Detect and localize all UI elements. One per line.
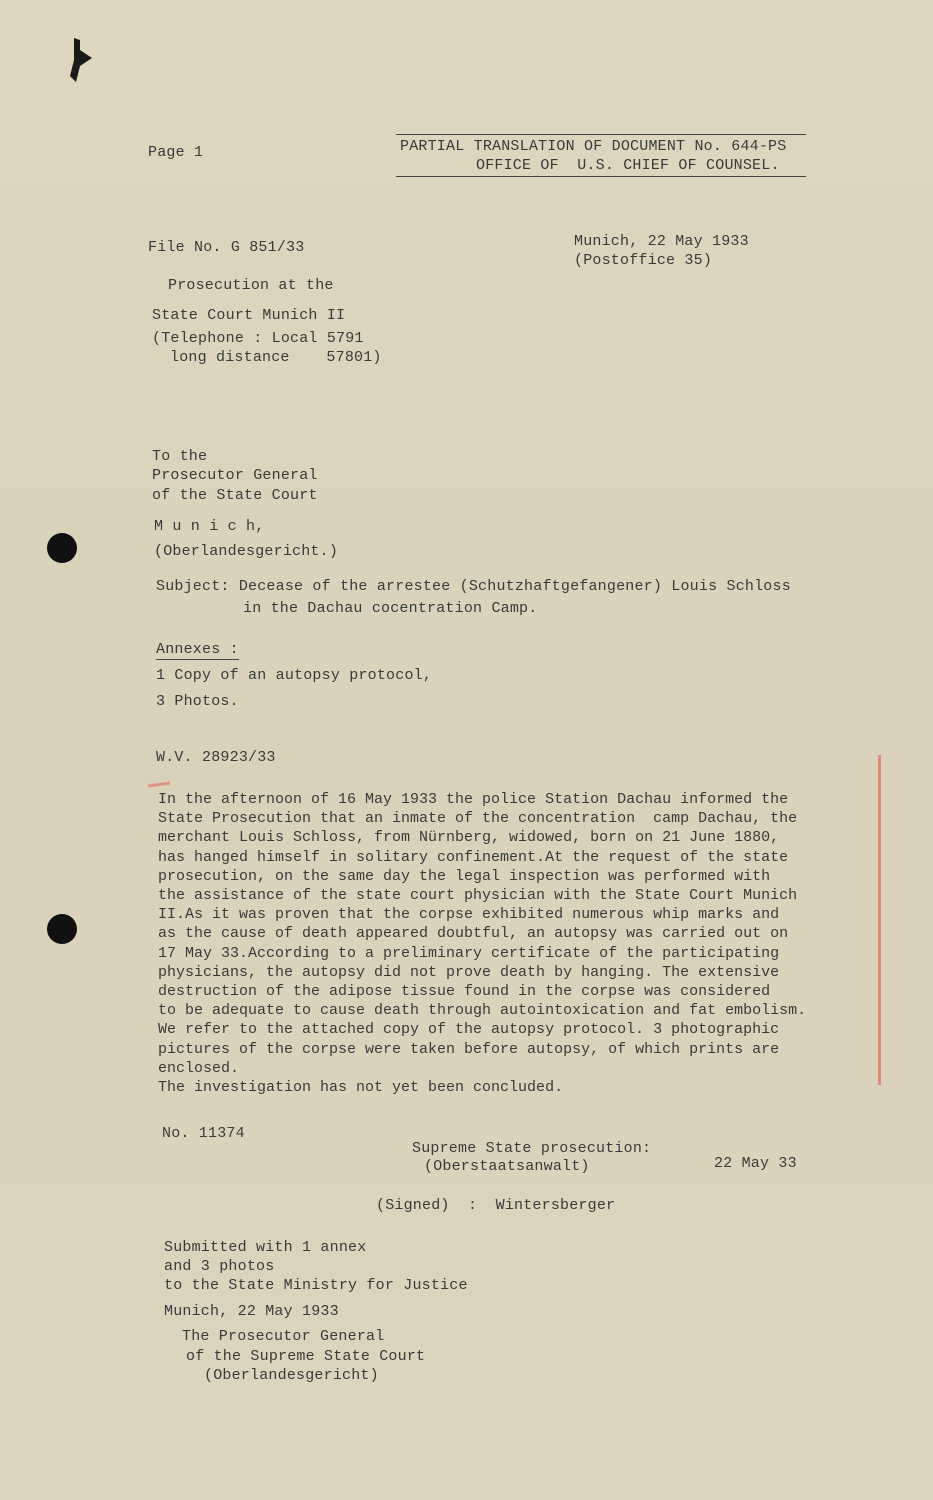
telephone-long-distance: long distance 57801) bbox=[170, 349, 382, 366]
body-line: enclosed. bbox=[158, 1059, 240, 1077]
body-line: In the afternoon of 16 May 1933 the police Station Dachau informed the bbox=[158, 791, 789, 808]
submission-signatory: of the Supreme State Court bbox=[186, 1348, 426, 1365]
letter-date: Munich, 22 May 1933 bbox=[574, 233, 749, 250]
page-number: Page 1 bbox=[148, 144, 204, 161]
file-number: File No. G 851/33 bbox=[148, 239, 305, 256]
court-label: State Court Munich II bbox=[152, 307, 346, 324]
document-header bbox=[396, 128, 806, 178]
addressee-line: of the State Court bbox=[152, 487, 318, 504]
submission-line: and 3 photos bbox=[164, 1258, 275, 1275]
body-line: destruction of the adipose tissue found in the corpse was considered bbox=[158, 983, 771, 1001]
submission-line: to the State Ministry for Justice bbox=[164, 1277, 468, 1294]
subject-line: Subject: Decease of the arrestee (Schutzhaftgefangener) Louis Schloss bbox=[156, 578, 791, 595]
closing-authority: Supreme State prosecution: bbox=[412, 1140, 652, 1157]
postoffice: (Postoffice 35) bbox=[574, 252, 713, 269]
body-line: as the cause of death appeared doubtful, an autopsy was carried out on bbox=[158, 925, 789, 943]
body-line: State Prosecution that an inmate of the concentration camp Dachau, the bbox=[158, 810, 798, 828]
subject-line: in the Dachau cocentration Camp. bbox=[243, 600, 538, 617]
body-line: 17 May 33.According to a preliminary certificate of the participating bbox=[158, 944, 780, 962]
closing-number: No. 11374 bbox=[162, 1125, 245, 1142]
reference-number: W.V. 28923/33 bbox=[156, 749, 276, 766]
header-office: OFFICE OF U.S. CHIEF OF COUNSEL. bbox=[476, 157, 780, 174]
telephone-local: (Telephone : Local 5791 bbox=[152, 330, 364, 347]
annex-item: 3 Photos. bbox=[156, 693, 239, 710]
body-line: the assistance of the state court physician with the State Court Munich bbox=[158, 887, 798, 905]
body-line: prosecution, on the same day the legal inspection was performed with bbox=[158, 867, 771, 885]
annex-item: 1 Copy of an autopsy protocol, bbox=[156, 667, 433, 684]
body-paragraph bbox=[158, 790, 858, 1097]
submission-line: Submitted with 1 annex bbox=[164, 1239, 367, 1256]
annexes-label: Annexes : bbox=[156, 641, 239, 658]
body-line: The investigation has not yet been concluded. bbox=[158, 1079, 564, 1097]
corner-mark-icon bbox=[68, 36, 108, 86]
body-line: merchant Louis Schloss, from Nürnberg, widowed, born on 21 June 1880, bbox=[158, 829, 780, 847]
submission-signatory: (Oberlandesgericht) bbox=[204, 1367, 379, 1384]
header-title: PARTIAL TRANSLATION OF DOCUMENT No. 644-PS bbox=[400, 138, 787, 155]
binder-hole-icon bbox=[47, 914, 77, 944]
addressee-line: To the bbox=[152, 448, 208, 465]
addressee-city: M u n i c h, bbox=[154, 518, 265, 535]
binder-hole-icon bbox=[47, 533, 77, 563]
addressee-line: Prosecutor General bbox=[152, 467, 318, 484]
body-line: to be adequate to cause death through autointoxication and fat embolism. bbox=[158, 1002, 807, 1020]
margin-tick bbox=[148, 781, 170, 787]
prosecution-label: Prosecution at the bbox=[168, 277, 334, 294]
submission-place-date: Munich, 22 May 1933 bbox=[164, 1303, 339, 1320]
margin-mark bbox=[878, 755, 881, 1085]
body-line: pictures of the corpse were taken before autopsy, of which prints are bbox=[158, 1040, 780, 1058]
body-line: II.As it was proven that the corpse exhibited numerous whip marks and bbox=[158, 906, 780, 924]
body-line: physicians, the autopsy did not prove death by hanging. The extensive bbox=[158, 963, 780, 981]
addressee-court: (Oberlandesgericht.) bbox=[154, 543, 339, 560]
body-line: We refer to the attached copy of the autopsy protocol. 3 photographic bbox=[158, 1021, 780, 1039]
closing-authority-german: (Oberstaatsanwalt) bbox=[424, 1158, 590, 1175]
signature-line: (Signed) : Wintersberger bbox=[376, 1197, 616, 1214]
closing-date: 22 May 33 bbox=[714, 1155, 797, 1172]
submission-signatory: The Prosecutor General bbox=[182, 1328, 385, 1345]
body-line: has hanged himself in solitary confinement.At the request of the state bbox=[158, 848, 789, 866]
